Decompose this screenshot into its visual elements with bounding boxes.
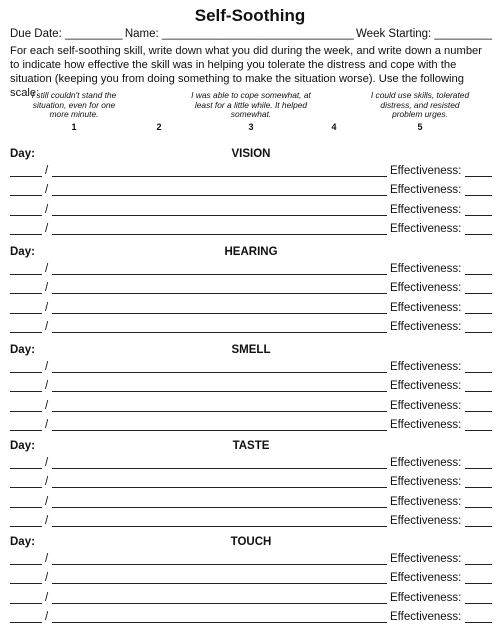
effectiveness-blank[interactable]: [465, 526, 492, 527]
day-blank[interactable]: [10, 507, 42, 508]
entry-row: [10, 203, 492, 222]
effectiveness-label: Effectiveness:: [390, 457, 462, 469]
section-vision: [10, 148, 492, 241]
slash-separator: /: [45, 263, 49, 275]
effectiveness-label: Effectiveness:: [390, 263, 462, 275]
activity-blank[interactable]: [52, 487, 387, 488]
entry-row: [10, 379, 492, 398]
effectiveness-label: Effectiveness:: [390, 320, 462, 333]
activity-blank[interactable]: [52, 372, 387, 373]
effectiveness-label: Effectiveness:: [390, 301, 462, 314]
slash-separator: /: [45, 282, 49, 295]
day-blank[interactable]: [10, 622, 42, 623]
activity-blank[interactable]: [52, 468, 387, 469]
effectiveness-label: Effectiveness:: [390, 610, 462, 623]
activity-blank[interactable]: [52, 234, 387, 235]
scale-number-4: 4: [331, 122, 337, 132]
effectiveness-blank[interactable]: [465, 507, 492, 508]
entry-row: [10, 183, 492, 202]
effectiveness-blank[interactable]: [465, 195, 492, 196]
entry-row: [10, 514, 492, 533]
activity-blank[interactable]: [52, 293, 387, 294]
section-header: [10, 246, 492, 262]
entry-row: [10, 475, 492, 494]
slash-separator: /: [45, 476, 49, 489]
section-touch: [10, 536, 492, 629]
activity-blank[interactable]: [52, 391, 387, 392]
section-hearing: [10, 246, 492, 339]
entry-row: [10, 418, 492, 437]
slash-separator: /: [45, 320, 49, 333]
activity-blank[interactable]: [52, 313, 387, 314]
instructions-text: For each self-soothing skill, write down what you did during the week, and write down a number to indicate how effective the skill was in helping you tolerate the distress and cope with the situation (keeping you from doing something to make the situation worse). Use the following scale:: [10, 45, 482, 99]
activity-blank[interactable]: [52, 215, 387, 216]
effectiveness-blank[interactable]: [465, 411, 492, 412]
effectiveness-label: Effectiveness:: [390, 476, 462, 489]
entry-row: [10, 222, 492, 241]
effectiveness-blank[interactable]: [465, 583, 492, 584]
section-header: [10, 344, 492, 360]
name-field[interactable]: Name: ______________________________: [124, 28, 354, 40]
week-starting-field[interactable]: Week Starting: _________: [356, 28, 492, 40]
day-blank[interactable]: [10, 195, 42, 196]
entry-row: [10, 262, 492, 281]
entry-row: [10, 301, 492, 320]
section-title: SMELL: [231, 344, 271, 356]
effectiveness-blank[interactable]: [465, 603, 492, 604]
day-blank[interactable]: [10, 526, 42, 527]
effectiveness-blank[interactable]: [465, 293, 492, 294]
scale-number-2: 2: [156, 122, 162, 132]
section-title: TOUCH: [230, 536, 272, 548]
effectiveness-blank[interactable]: [465, 313, 492, 314]
slash-separator: /: [45, 361, 49, 373]
slash-separator: /: [45, 222, 49, 235]
activity-blank[interactable]: [52, 526, 387, 527]
activity-blank[interactable]: [52, 274, 387, 275]
due-date-field[interactable]: Due Date: _________: [10, 28, 123, 40]
activity-blank[interactable]: [52, 622, 387, 623]
slash-separator: /: [45, 184, 49, 197]
day-blank[interactable]: [10, 468, 42, 469]
effectiveness-label: Effectiveness:: [390, 495, 462, 508]
entry-row: [10, 610, 492, 629]
day-blank[interactable]: [10, 411, 42, 412]
day-blank[interactable]: [10, 313, 42, 314]
scale-desc-1: I still couldn't stand the situation, even for one more minute.: [31, 90, 117, 119]
effectiveness-scale: [10, 91, 492, 133]
effectiveness-blank[interactable]: [465, 274, 492, 275]
effectiveness-blank[interactable]: [465, 430, 492, 431]
day-blank[interactable]: [10, 274, 42, 275]
day-blank[interactable]: [10, 332, 42, 333]
day-label: Day:: [10, 536, 35, 548]
section-title: TASTE: [232, 440, 270, 452]
effectiveness-blank[interactable]: [465, 215, 492, 216]
day-blank[interactable]: [10, 234, 42, 235]
scale-number-3: 3: [248, 122, 254, 132]
slash-separator: /: [45, 514, 49, 527]
day-blank[interactable]: [10, 176, 42, 177]
day-blank[interactable]: [10, 583, 42, 584]
activity-blank[interactable]: [52, 332, 387, 333]
day-label: Day:: [10, 246, 35, 258]
scale-desc-5: I could use skills, tolerated distress, and resisted problem urges.: [370, 90, 470, 119]
activity-blank[interactable]: [52, 430, 387, 431]
day-blank[interactable]: [10, 603, 42, 604]
entry-row: [10, 320, 492, 339]
effectiveness-blank[interactable]: [465, 564, 492, 565]
entry-row: [10, 281, 492, 300]
slash-separator: /: [45, 457, 49, 469]
day-blank[interactable]: [10, 487, 42, 488]
entry-row: [10, 399, 492, 418]
effectiveness-blank[interactable]: [465, 391, 492, 392]
effectiveness-label: Effectiveness:: [390, 591, 462, 604]
effectiveness-blank[interactable]: [465, 468, 492, 469]
effectiveness-label: Effectiveness:: [390, 282, 462, 295]
day-blank[interactable]: [10, 293, 42, 294]
effectiveness-label: Effectiveness:: [390, 514, 462, 527]
section-header: [10, 148, 492, 164]
slash-separator: /: [45, 203, 49, 216]
slash-separator: /: [45, 165, 49, 177]
activity-blank[interactable]: [52, 507, 387, 508]
effectiveness-label: Effectiveness:: [390, 572, 462, 585]
effectiveness-label: Effectiveness:: [390, 184, 462, 197]
slash-separator: /: [45, 610, 49, 623]
slash-separator: /: [45, 418, 49, 431]
section-header: [10, 536, 492, 552]
section-title: VISION: [231, 148, 271, 160]
entry-row: [10, 591, 492, 610]
slash-separator: /: [45, 380, 49, 393]
scale-desc-3: I was able to cope somewhat, at least for a little while. It helped somewhat.: [191, 90, 311, 119]
day-label: Day:: [10, 344, 35, 356]
day-blank[interactable]: [10, 372, 42, 373]
slash-separator: /: [45, 591, 49, 604]
slash-separator: /: [45, 572, 49, 585]
entry-row: [10, 571, 492, 590]
effectiveness-blank[interactable]: [465, 332, 492, 333]
effectiveness-label: Effectiveness:: [390, 203, 462, 216]
section-title: HEARING: [224, 246, 278, 258]
day-blank[interactable]: [10, 430, 42, 431]
effectiveness-blank[interactable]: [465, 622, 492, 623]
activity-blank[interactable]: [52, 603, 387, 604]
day-blank[interactable]: [10, 215, 42, 216]
entry-row: [10, 456, 492, 475]
header-fields: [10, 28, 492, 40]
effectiveness-label: Effectiveness:: [390, 418, 462, 431]
section-header: [10, 440, 492, 456]
effectiveness-label: Effectiveness:: [390, 222, 462, 235]
page-title: Self-Soothing: [194, 6, 306, 25]
section-smell: [10, 344, 492, 437]
section-taste: [10, 440, 492, 533]
effectiveness-label: Effectiveness:: [390, 165, 462, 177]
effectiveness-label: Effectiveness:: [390, 361, 462, 373]
entry-row: [10, 552, 492, 571]
entry-row: [10, 164, 492, 183]
activity-blank[interactable]: [52, 195, 387, 196]
slash-separator: /: [45, 399, 49, 412]
activity-blank[interactable]: [52, 583, 387, 584]
effectiveness-label: Effectiveness:: [390, 553, 462, 565]
entry-row: [10, 495, 492, 514]
activity-blank[interactable]: [52, 176, 387, 177]
activity-blank[interactable]: [52, 564, 387, 565]
day-label: Day:: [10, 440, 35, 452]
day-blank[interactable]: [10, 564, 42, 565]
effectiveness-label: Effectiveness:: [390, 399, 462, 412]
effectiveness-label: Effectiveness:: [390, 380, 462, 393]
effectiveness-blank[interactable]: [465, 487, 492, 488]
activity-blank[interactable]: [52, 411, 387, 412]
day-label: Day:: [10, 148, 35, 160]
day-blank[interactable]: [10, 391, 42, 392]
slash-separator: /: [45, 301, 49, 314]
entry-row: [10, 360, 492, 379]
scale-number-5: 5: [417, 122, 423, 132]
scale-number-1: 1: [71, 122, 77, 132]
effectiveness-blank[interactable]: [465, 234, 492, 235]
effectiveness-blank[interactable]: [465, 176, 492, 177]
effectiveness-blank[interactable]: [465, 372, 492, 373]
slash-separator: /: [45, 553, 49, 565]
slash-separator: /: [45, 495, 49, 508]
